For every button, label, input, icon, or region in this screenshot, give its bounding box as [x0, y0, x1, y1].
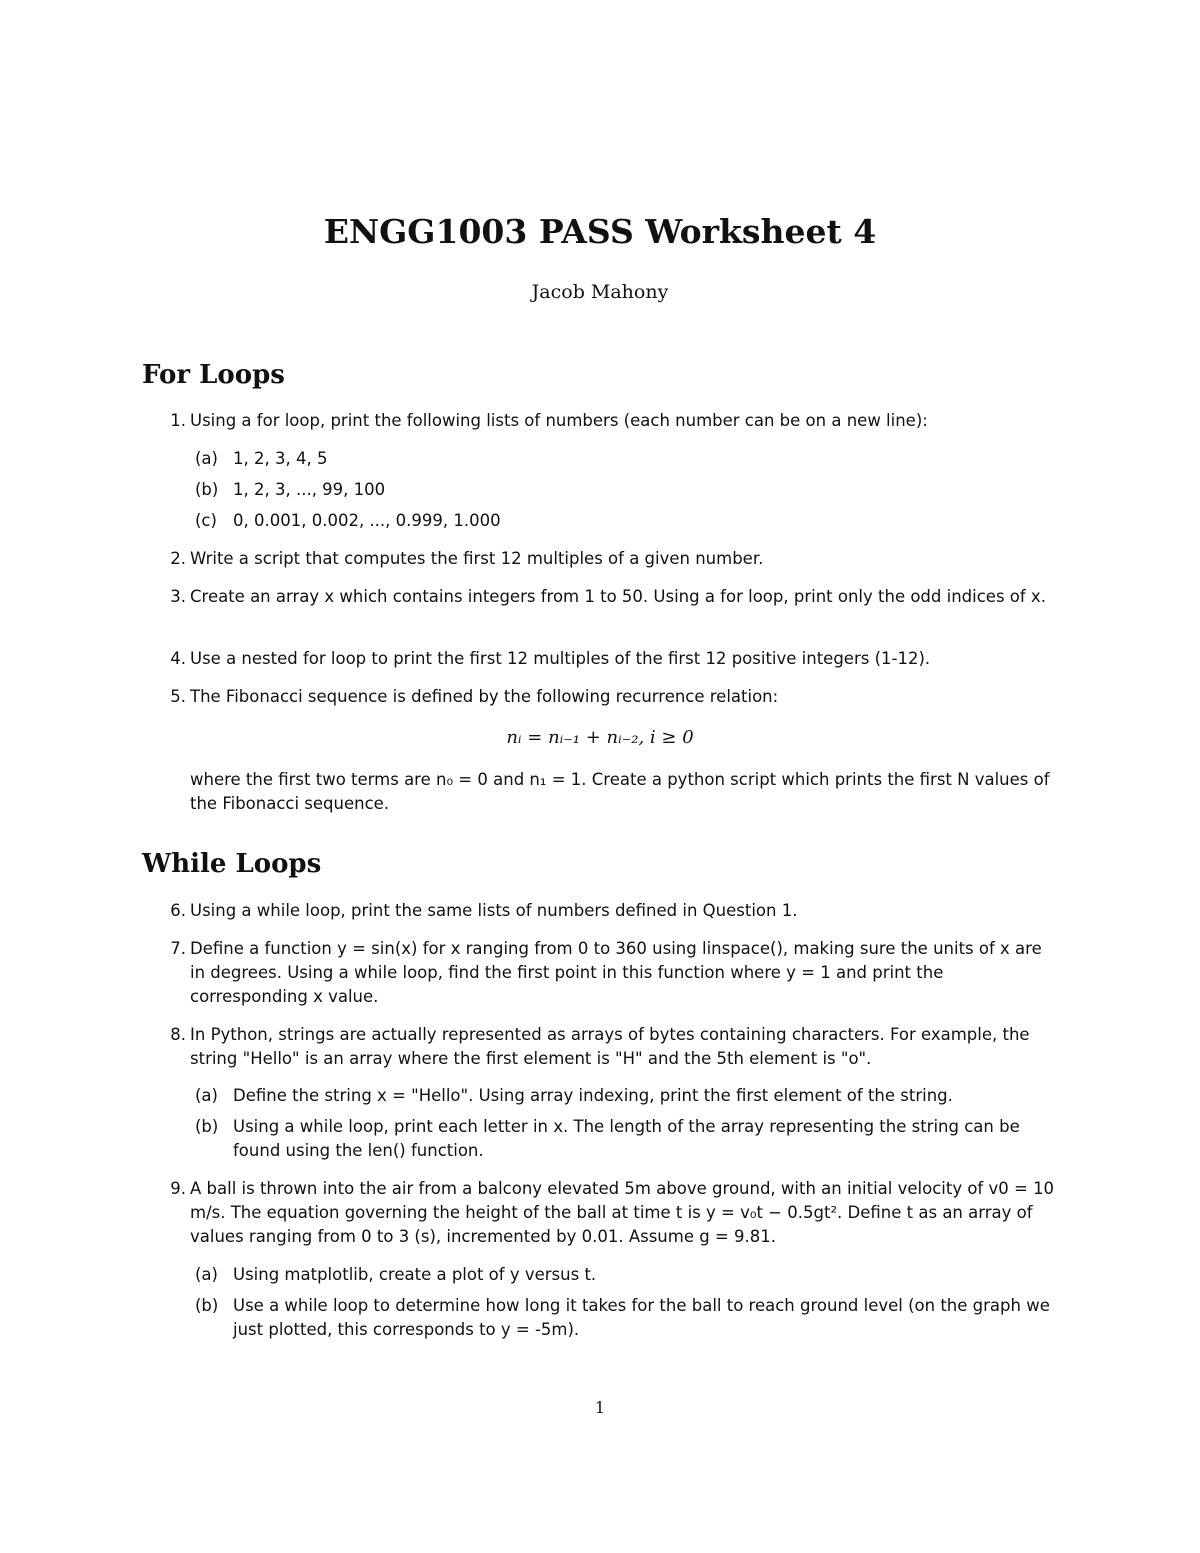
question-number: 2. — [170, 549, 186, 568]
subquestion-label: (b) — [195, 1117, 219, 1136]
subquestion-label: (a) — [195, 1265, 218, 1284]
question-text: Using a while loop, print the same lists of numbers defined in Question 1. — [190, 901, 798, 920]
question-number: 8. — [170, 1025, 186, 1044]
question-text: where the first two terms are n₀ = 0 and n₁ = 1. Create a python script which prints the first N values of the Fibonacci sequence. — [190, 770, 1050, 813]
question-text: Use a nested for loop to print the first 12 multiples of the first 12 positive integers (1-12). — [190, 649, 931, 668]
subquestion-text: 1, 2, 3, ..., 99, 100 — [233, 480, 386, 499]
subquestion-label: (c) — [195, 511, 217, 530]
subquestion-label: (b) — [195, 480, 219, 499]
question-number: 3. — [170, 587, 186, 606]
fibonacci-equation: nᵢ = nᵢ₋₁ + nᵢ₋₂, i ≥ 0 — [506, 727, 694, 748]
subquestion-text: Use a while loop to determine how long it takes for the ball to reach ground level (on the graph we just plotted, this corresponds to y = -5m). — [233, 1296, 1050, 1339]
question-text: The Fibonacci sequence is defined by the following recurrence relation: — [190, 687, 779, 706]
document-author: Jacob Mahony — [531, 281, 669, 303]
subquestion-text: Using matplotlib, create a plot of y versus t. — [233, 1265, 597, 1284]
question-number: 5. — [170, 687, 186, 706]
subquestion-text: 1, 2, 3, 4, 5 — [233, 449, 328, 468]
subquestion-text: Using a while loop, print each letter in x. The length of the array representing the string can be found using the len() function. — [233, 1117, 1020, 1160]
subquestion-label: (b) — [195, 1296, 219, 1315]
question-text: Create an array x which contains integers from 1 to 50. Using a for loop, print only the odd indices of x. — [190, 587, 1046, 606]
question-number: 6. — [170, 901, 186, 920]
page-number: 1 — [594, 1398, 606, 1417]
question-text: A ball is thrown into the air from a balcony elevated 5m above ground, with an initial velocity of v0 = 10 m/s. The equation governing the height of the ball at time t is y = v₀t − 0.5gt². Define t as an array of values ranging from 0 to 3 (s), incremented by 0.01. Assume g = 9.81. — [190, 1179, 1055, 1246]
question-text: In Python, strings are actually represented as arrays of bytes containing characters. For example, the string "Hello" is an array where the first element is "H" and the 5th element is "o". — [190, 1025, 1030, 1068]
subquestion-text: Define the string x = "Hello". Using array indexing, print the first element of the string. — [233, 1086, 953, 1105]
question-number: 4. — [170, 649, 186, 668]
question-text: Define a function y = sin(x) for x ranging from 0 to 360 using linspace(), making sure the units of x are in degrees. Using a while loop, find the first point in this function where y = 1 and print the corresponding x value. — [190, 939, 1042, 1006]
question-text: Using a for loop, print the following lists of numbers (each number can be on a new line): — [190, 411, 928, 430]
question-number: 7. — [170, 939, 186, 958]
section-heading-for-loops: For Loops — [142, 360, 285, 390]
question-number: 9. — [170, 1179, 186, 1198]
section-heading-while-loops: While Loops — [142, 849, 322, 879]
question-text: Write a script that computes the first 12 multiples of a given number. — [190, 549, 764, 568]
subquestion-text: 0, 0.001, 0.002, ..., 0.999, 1.000 — [233, 511, 501, 530]
document-title: ENGG1003 PASS Worksheet 4 — [323, 212, 877, 251]
subquestion-label: (a) — [195, 1086, 218, 1105]
subquestion-label: (a) — [195, 449, 218, 468]
question-number: 1. — [170, 411, 186, 430]
